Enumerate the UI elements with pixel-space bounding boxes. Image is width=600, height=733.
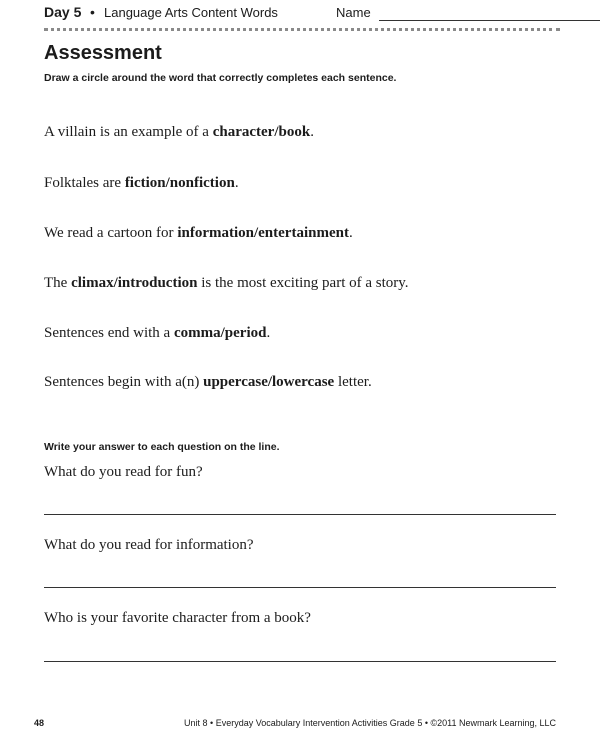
answer-line-2[interactable] [44, 587, 556, 588]
word-choice[interactable]: information/entertainment [177, 225, 349, 241]
sentence-text-after: . [348, 225, 353, 241]
sentence-text-after: . [266, 325, 271, 341]
section-title: Assessment [44, 42, 162, 64]
page-number: 48 [34, 718, 45, 728]
sentence-text-before: Folktales are [44, 175, 125, 191]
sentence-text-after: . [310, 124, 314, 140]
sentence-2 [44, 175, 239, 192]
name-label: Name [336, 5, 371, 20]
word-choice[interactable]: fiction/nonfiction [124, 175, 235, 191]
answer-instructions: Write your answer to each question on the line. [44, 441, 280, 453]
name-line[interactable] [379, 20, 600, 21]
sentence-text-before: A villain is an example of a [44, 124, 213, 140]
sentence-text-before: The [44, 275, 72, 291]
question-2: What do you read for information? [44, 537, 254, 553]
page-header [44, 4, 559, 24]
dotted-divider [44, 28, 560, 31]
sentence-text-after: letter. [334, 374, 372, 390]
word-choice[interactable]: climax/introduction [71, 275, 198, 291]
day-label: Day 5 [44, 4, 82, 20]
header-bullet: • [90, 4, 95, 20]
footer-credits: Unit 8 • Everyday Vocabulary Intervention Activities Grade 5 • ©2011 Newmark Learning, LLC [184, 718, 556, 728]
question-3: Who is your favorite character from a book? [44, 610, 311, 626]
sentence-3 [44, 225, 353, 242]
sentence-text-after: is the most exciting part of a story. [197, 275, 409, 291]
sentence-text-after: . [234, 175, 239, 191]
sentence-text-before: Sentences begin with a(n) [44, 374, 204, 390]
question-1: What do you read for fun? [44, 464, 203, 480]
sentence-6 [44, 374, 372, 391]
sentence-1 [44, 124, 314, 141]
answer-line-3[interactable] [44, 661, 556, 662]
sentence-text-before: Sentences end with a [44, 325, 174, 341]
answer-line-1[interactable] [44, 514, 556, 515]
word-choice[interactable]: character/book [212, 124, 311, 140]
word-choice[interactable]: uppercase/lowercase [203, 374, 335, 390]
sentence-text-before: We read a cartoon for [44, 225, 178, 241]
sentence-4 [44, 275, 409, 292]
subject-title: Language Arts Content Words [104, 5, 278, 20]
circle-instructions: Draw a circle around the word that correctly completes each sentence. [44, 72, 397, 84]
word-choice[interactable]: comma/period [173, 325, 267, 341]
sentence-5 [44, 325, 270, 342]
